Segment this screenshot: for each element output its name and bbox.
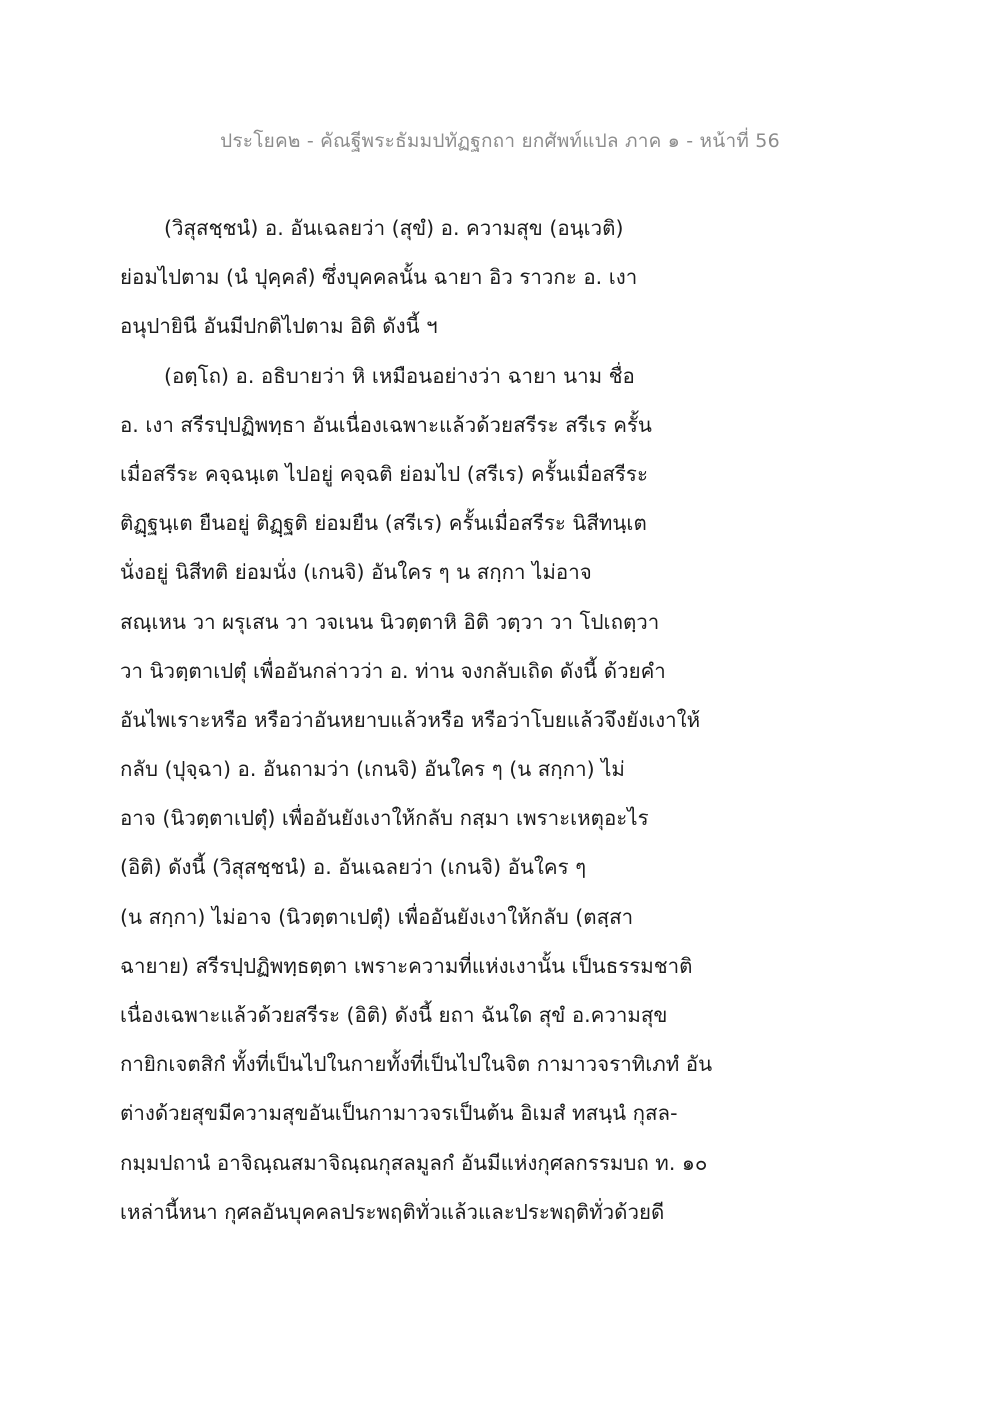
text-line: นั่งอยู่ นิสีทติ ย่อมนั่ง (เกนจิ) อันใคร ๆ น สกฺกา ไม่อาจ <box>120 560 592 585</box>
text-line: ย่อมไปตาม (นํ ปุคฺคลํ) ซึ่งบุคคลนั้น ฉายา อิว ราวกะ อ. เงา <box>120 265 638 290</box>
text-line: กลับ (ปุจฺฉา) อ. อันถามว่า (เกนจิ) อันใคร ๆ (น สกฺกา) ไม่ <box>120 757 625 782</box>
text-line: เหล่านี้หนา กุศลอันบุคคลประพฤติทั่วแล้วและประพฤติทั่วด้วยดี <box>120 1199 665 1224</box>
running-header: ประโยค๒ - คัณฐีพระธัมมปทัฏฐกถา ยกศัพท์แปล ภาค ๑ - หน้าที่ 56 <box>220 130 780 152</box>
text-line: (วิสุสชฺชนํ) อ. อันเฉลยว่า (สุขํ) อ. ความสุข (อนฺเวติ) <box>164 216 624 240</box>
text-line: (อิติ) ดังนี้ (วิสุสชฺชนํ) อ. อันเฉลยว่า (เกนจิ) อันใคร ๆ <box>120 855 587 880</box>
text-line: อ. เงา สรีรปฺปฏิพทฺธา อันเนื่องเฉพาะแล้วด้วยสรีระ สรีเร ครั้น <box>120 412 652 437</box>
text-line: (น สกฺกา) ไม่อาจ (นิวตฺตาเปตุํ) เพื่ออันยังเงาให้กลับ (ตสฺสา <box>120 904 634 929</box>
text-line: สณฺเหน วา ผรุเสน วา วจเนน นิวตฺตาหิ อิติ วตฺวา วา โปเถตฺวา <box>120 609 660 634</box>
text-line: อาจ (นิวตฺตาเปตุํ) เพื่ออันยังเงาให้กลับ กสฺมา เพราะเหตุอะไร <box>120 806 649 831</box>
text-line: เนื่องเฉพาะแล้วด้วยสรีระ (อิติ) ดังนี้ ยถา ฉันใด สุขํ อ.ความสุข <box>120 1003 668 1027</box>
text-line: กมฺมปถานํ อาจิณฺณสมาจิณฺณกุสลมูลกํ อันมีแห่งกุศลกรรมบถ ท. ๑๐ <box>120 1150 708 1175</box>
text-line: (อตฺโถ) อ. อธิบายว่า หิ เหมือนอย่างว่า ฉายา นาม ชื่อ <box>164 363 635 388</box>
text-line: ต่างด้วยสุขมีความสุขอันเป็นกามาวจรเป็นต้น อิเมสํ ทสนฺนํ กุสล- <box>120 1101 678 1126</box>
text-line: เมื่อสรีระ คจฺฉนฺเต ไปอยู่ คจฺฉติ ย่อมไป (สรีเร) ครั้นเมื่อสรีระ <box>120 461 648 486</box>
text-line: อันไพเราะหรือ หรือว่าอันหยาบแล้วหรือ หรือว่าโบยแล้วจึงยังเงาให้ <box>120 707 701 732</box>
body-text <box>120 204 760 1237</box>
text-line: ฉายาย) สรีรปฺปฏิพทฺธตฺตา เพราะความที่แห่งเงานั้น เป็นธรรมชาติ <box>120 953 693 978</box>
text-line: อนุปายินี อันมีปกติไปตาม อิติ ดังนี้ ฯ <box>120 314 438 339</box>
text-line: กายิกเจตสิกํ ทั้งที่เป็นไปในกายทั้งที่เป็นไปในจิต กามาวจราทิเภทํ อัน <box>120 1052 713 1077</box>
text-line: ติฏฺฐนฺเต ยืนอยู่ ติฏฺฐติ ย่อมยืน (สรีเร) ครั้นเมื่อสรีระ นิสีทนฺเต <box>120 511 647 536</box>
text-line: วา นิวตฺตาเปตุํ เพื่ออันกล่าวว่า อ. ท่าน จงกลับเถิด ดังนี้ ด้วยคำ <box>120 658 666 683</box>
